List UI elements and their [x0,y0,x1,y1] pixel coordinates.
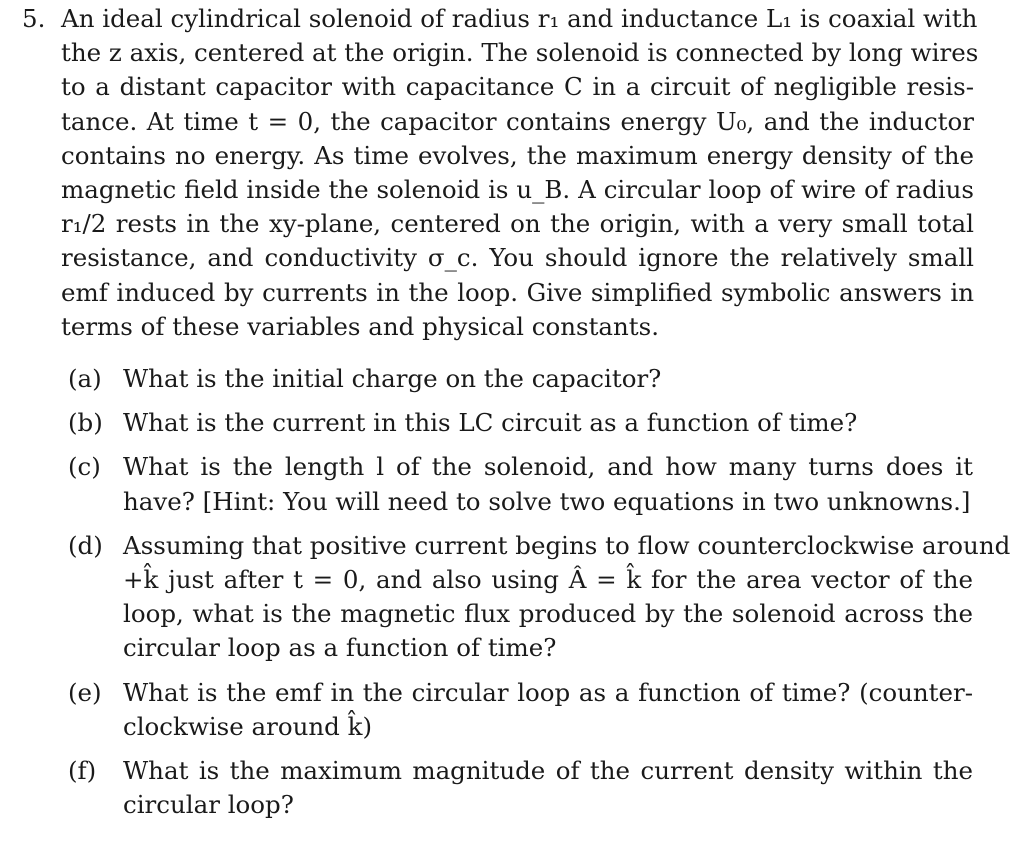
part-line: circular loop as a function of time? [123,633,557,663]
part-line: Assuming that positive current begins to flow counterclockwise around [123,530,1011,560]
part-line: circular loop? [123,790,294,820]
part-f [68,754,973,822]
part-line: loop, what is the magnetic flux produced by the solenoid across the [123,599,973,629]
part-d [68,529,1011,666]
part-line: clockwise around k̂) [123,711,373,741]
problem-parts [68,362,1011,832]
statement-line: the z axis, centered at the origin. The solenoid is connected by long wires [61,38,979,68]
part-e [68,676,973,744]
part-c [68,450,973,518]
part-label: (a) [68,364,102,393]
part-line: +k̂ just after t = 0, and also using Â = k̂ for the area vector of the [123,565,973,595]
part-a [68,362,973,396]
statement-line: resistance, and conductivity σ_c. You should ignore the relatively small [61,243,974,273]
part-text [123,754,973,822]
part-label: (f) [68,756,97,786]
problem-number: 5. [22,4,46,33]
part-label: (b) [68,408,103,438]
statement-line: terms of these variables and physical constants. [61,311,660,341]
part-label: (c) [68,452,101,482]
part-b [68,406,973,440]
statement-line: r₁/2 rests in the xy-plane, centered on the origin, with a very small total [61,209,974,239]
statement-line: to a distant capacitor with capacitance C in a circuit of negligible resis- [61,72,974,102]
problem-statement [61,2,979,344]
part-label: (e) [68,677,102,707]
part-line: have? [Hint: You will need to solve two equations in two unknowns.] [123,486,971,516]
problem-5 [22,2,979,344]
statement-line: magnetic field inside the solenoid is u_B. A circular loop of wire of radius [61,175,974,205]
part-label: (d) [68,530,103,560]
part-line: What is the current in this LC circuit as a function of time? [123,408,858,438]
part-text [123,450,973,518]
statement-line: tance. At time t = 0, the capacitor contains energy U₀, and the inductor [61,106,974,136]
part-line: What is the maximum magnitude of the current density within the [123,756,973,786]
part-text [123,676,973,744]
part-line: What is the length l of the solenoid, and how many turns does it [123,452,973,482]
statement-line: emf induced by currents in the loop. Give simplified symbolic answers in [61,277,974,307]
part-text [123,406,973,440]
part-line: What is the initial charge on the capacitor? [123,364,662,393]
statement-line: contains no energy. As time evolves, the maximum energy density of the [61,140,974,170]
part-text [123,529,1011,666]
part-line: What is the emf in the circular loop as a function of time? (counter- [123,677,973,707]
part-text [123,362,973,396]
statement-line: An ideal cylindrical solenoid of radius r₁ and inductance L₁ is coaxial with [61,4,978,33]
